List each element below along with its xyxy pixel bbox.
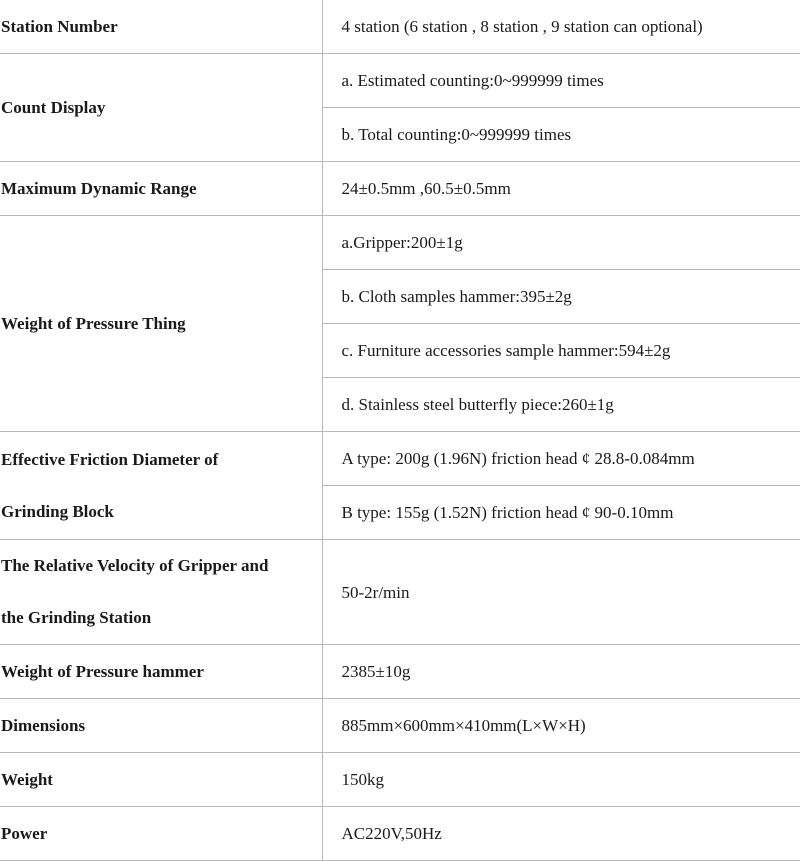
spec-value-text: 2385±10g [341, 662, 411, 681]
table-row [0, 753, 800, 807]
spec-value-text: a.Gripper:200±1g [341, 233, 463, 252]
table-row [0, 807, 800, 861]
spec-label-cell [0, 216, 322, 432]
spec-value-cell [322, 162, 800, 216]
spec-value-cell [322, 108, 800, 162]
spec-value-cell [322, 324, 800, 378]
table-row [0, 432, 800, 486]
spec-label-cell [0, 645, 322, 699]
spec-value-cell [322, 378, 800, 432]
spec-value-text: B type: 155g (1.52N) friction head ¢ 90-0.10mm [341, 503, 674, 522]
table-row [0, 645, 800, 699]
table-row [0, 0, 800, 54]
spec-value-cell [322, 270, 800, 324]
spec-value-cell [322, 54, 800, 108]
table-row [0, 699, 800, 753]
spec-value-cell [322, 0, 800, 54]
spec-label-text: Maximum Dynamic Range [1, 179, 197, 198]
table-row [0, 540, 800, 645]
spec-value-text: d. Stainless steel butterfly piece:260±1g [341, 395, 614, 414]
spec-value-cell [322, 699, 800, 753]
spec-value-text: 4 station (6 station , 8 station , 9 station can optional) [341, 17, 703, 36]
spec-value-text: 150kg [341, 770, 384, 789]
spec-value-text: A type: 200g (1.96N) friction head ¢ 28.8-0.084mm [341, 449, 695, 468]
spec-label-cell [0, 54, 322, 162]
spec-value-cell [322, 486, 800, 540]
spec-value-cell [322, 645, 800, 699]
spec-value-cell [322, 216, 800, 270]
spec-label-cell [0, 432, 322, 540]
spec-value-cell [322, 807, 800, 861]
table-row [0, 216, 800, 270]
spec-label-text: Station Number [1, 17, 118, 36]
spec-label-cell [0, 807, 322, 861]
spec-value-text: 885mm×600mm×410mm(L×W×H) [341, 716, 586, 735]
spec-value-cell [322, 753, 800, 807]
table-row [0, 54, 800, 108]
spec-value-text: c. Furniture accessories sample hammer:594±2g [341, 341, 671, 360]
spec-value-text: 24±0.5mm ,60.5±0.5mm [341, 179, 511, 198]
spec-label-line: the Grinding Station [1, 608, 152, 627]
spec-value-text: b. Cloth samples hammer:395±2g [341, 287, 572, 306]
spec-value-cell [322, 432, 800, 486]
spec-label-text: Count Display [1, 98, 106, 117]
spec-label-cell [0, 699, 322, 753]
spec-label-text: Weight of Pressure hammer [1, 662, 204, 681]
spec-label-cell [0, 540, 322, 645]
spec-value-text: b. Total counting:0~999999 times [341, 125, 572, 144]
spec-label-cell [0, 753, 322, 807]
spec-label-text: Power [1, 824, 48, 843]
spec-label-text: Weight [1, 770, 53, 789]
spec-label-cell [0, 162, 322, 216]
spec-value-text: 50-2r/min [341, 582, 410, 602]
spec-label-cell [0, 0, 322, 54]
spec-label-text: Dimensions [1, 716, 86, 735]
spec-value-cell [322, 540, 800, 645]
spec-value-text: a. Estimated counting:0~999999 times [341, 71, 604, 90]
spec-label-line: The Relative Velocity of Gripper and [1, 556, 269, 575]
spec-label-text: Weight of Pressure Thing [1, 314, 186, 333]
spec-label-line: Grinding Block [1, 501, 114, 521]
spec-value-text: AC220V,50Hz [341, 824, 442, 843]
table-row [0, 162, 800, 216]
spec-label-line: Effective Friction Diameter of [1, 449, 219, 469]
